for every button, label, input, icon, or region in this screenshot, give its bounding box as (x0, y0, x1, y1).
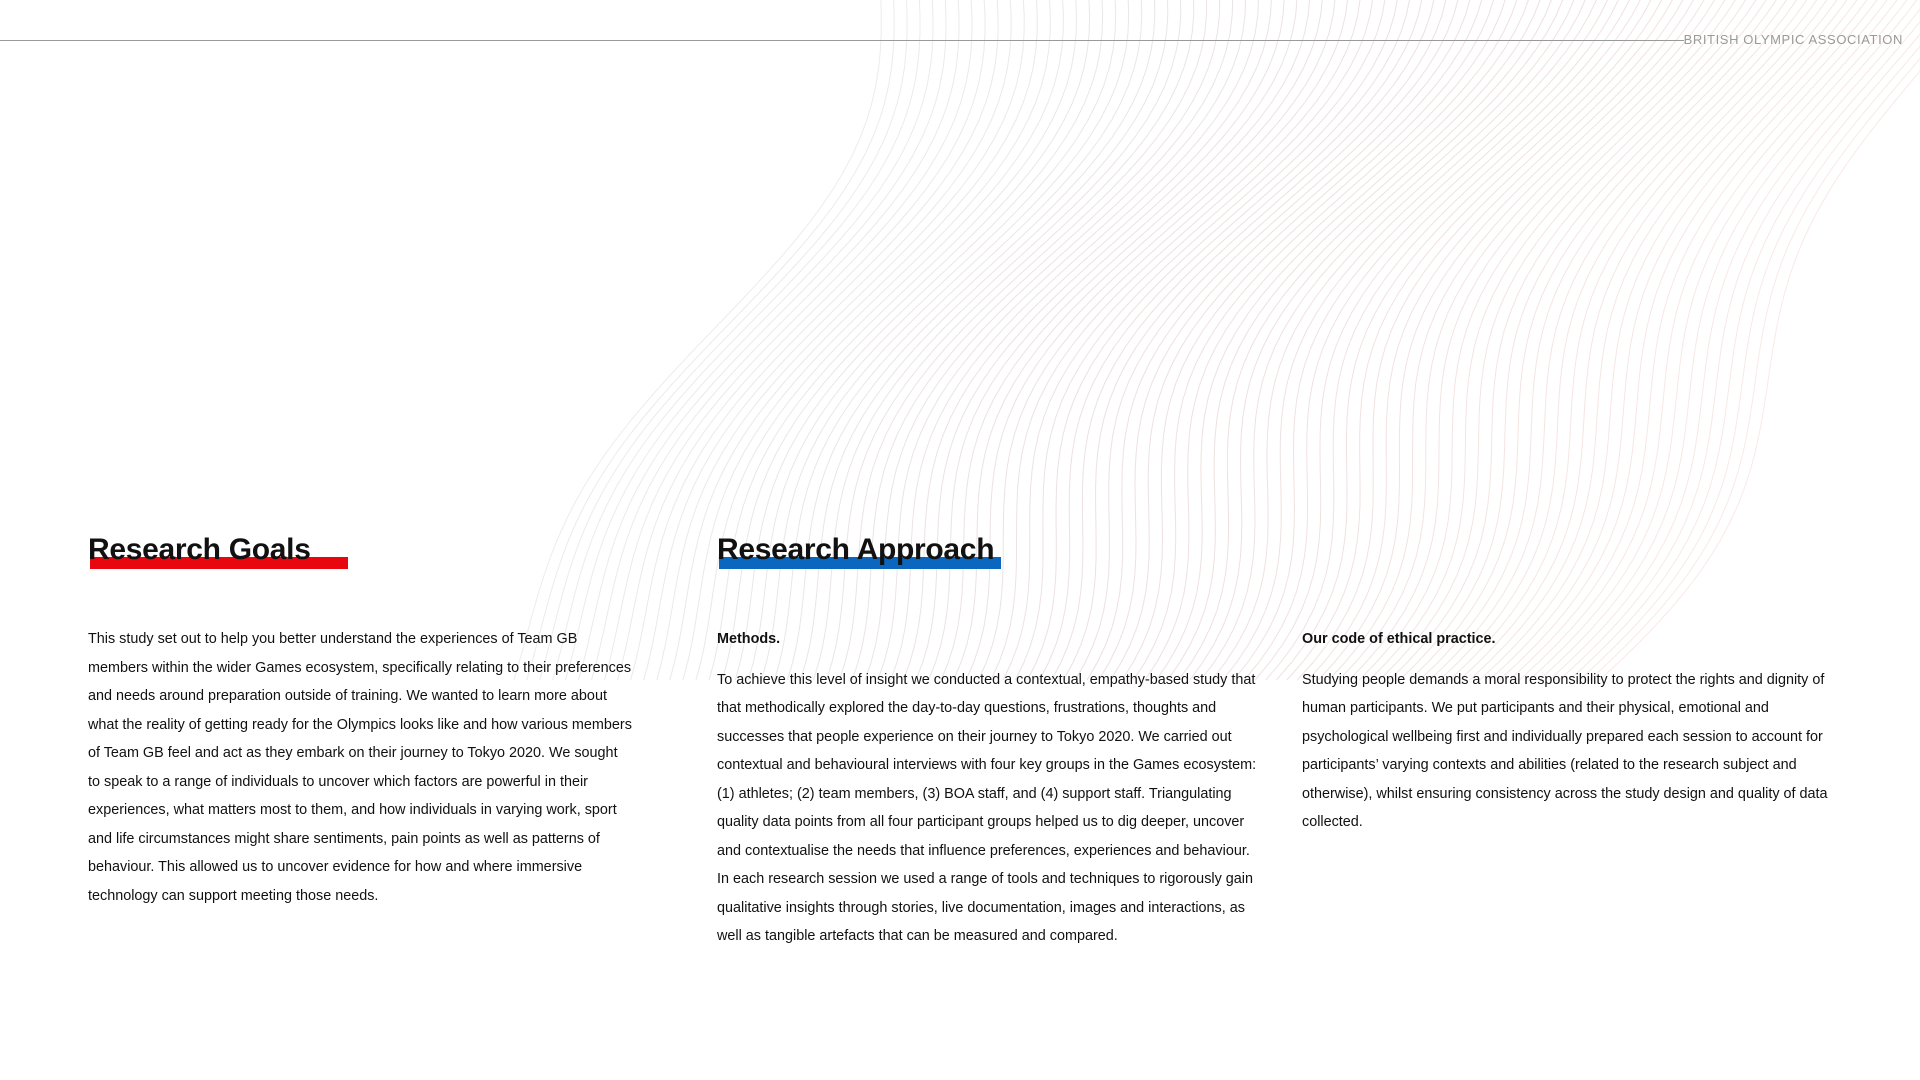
background-wave-line (1600, 0, 1920, 680)
background-wave-line (1234, 0, 1616, 680)
background-wave-line (1329, 0, 1715, 680)
background-wave-line (1223, 0, 1604, 680)
background-wave-line (1179, 0, 1558, 680)
background-wave-line (903, 0, 1271, 680)
background-wave-line (916, 0, 1284, 680)
background-wave-line (722, 0, 1089, 680)
background-wave-line (1470, 0, 1861, 680)
background-wave-line (514, 0, 881, 680)
background-wave-line (1003, 0, 1374, 680)
background-wave-line (1549, 0, 1920, 680)
background-wave-line (618, 0, 985, 680)
background-wave-line (1308, 0, 1693, 680)
background-wave-line (631, 0, 999, 680)
background-wave-line (696, 0, 1063, 680)
background-wave-line (1063, 0, 1436, 680)
background-wave-line (1201, 0, 1581, 680)
methods-body: To achieve this level of insight we conducted a contextual, empathy-based study that that methodically explored the day-to-day questions, frustrations, thoughts and successes that people experience on their journey to Tokyo 2020. We carried out contextual and behavioural interviews with four key groups in the Games ecosystem: (1) athletes; (2) team members, (3) BOA staff, and (4) support staff. Triangulating quality data points from all four participant groups helped us to dig deeper, uncover and contextualise the needs that influence preferences, experiences and behaviour. In each research session we used a range of tools and techniques to rigorously gain qualitative insights through stories, live documentation, images and interactions, as well as tangible artefacts that can be measured and compared. (717, 671, 1257, 944)
background-wave-line (1559, 0, 1920, 680)
background-wave-line (1266, 0, 1649, 680)
background-wave-line (1040, 0, 1412, 680)
background-wave-line (839, 0, 1206, 680)
background-wave-line (1420, 0, 1809, 680)
background-wave-line (1168, 0, 1546, 680)
background-wave-line (1110, 0, 1485, 680)
background-wave-line (1520, 0, 1911, 680)
background-wave-line (1287, 0, 1671, 680)
background-wave-line (605, 0, 973, 680)
background-wave-line (1318, 0, 1704, 680)
organization-name: BRITISH OLYMPIC ASSOCIATION (1683, 32, 1903, 47)
background-wave-line (1244, 0, 1626, 680)
background-wave-line (1500, 0, 1891, 680)
background-wave-line (540, 0, 907, 680)
background-wave-line (929, 0, 1298, 680)
research-approach-title: Research Approach (717, 533, 995, 566)
background-wave-line (826, 0, 1193, 680)
background-wave-line (657, 0, 1024, 680)
background-wave-line (1590, 0, 1920, 680)
background-wave-line (966, 0, 1335, 680)
background-wave-line (865, 0, 1233, 680)
background-wave-line (1027, 0, 1399, 680)
background-wave-line (761, 0, 1128, 680)
background-wave-line (813, 0, 1180, 680)
research-goals-column (88, 625, 633, 910)
background-wave-line (800, 0, 1167, 680)
background-wave-line (954, 0, 1323, 680)
background-wave-line (1156, 0, 1534, 680)
research-goals-heading (88, 530, 311, 570)
background-wave-line (1529, 0, 1920, 680)
background-wave-line (1580, 0, 1920, 680)
background-wave-line (735, 0, 1102, 680)
methods-subtitle: Methods. (717, 631, 781, 647)
background-wave-line (1276, 0, 1660, 680)
background-wave-line (1440, 0, 1830, 680)
ethics-body: Studying people demands a moral responsibility to protect the rights and dignity of human participants. We put participants and their physical, emotional and psychological wellbeing first and individually prepared each session to account for participants’ varying contexts and abilities (related to the research subject and otherwise), whilst ensuring consistency across the study design and quality of data collected. (1302, 671, 1828, 830)
background-wave-line (878, 0, 1246, 680)
background-wave-line (1539, 0, 1920, 680)
research-goals-body: This study set out to help you better understand the experiences of Team GB members within the wider Games ecosystem, specifically relating to their preferences and needs around preparation outside of training. We wanted to learn more about what the reality of getting ready for the Olympics looks like and how various members of Team GB feel and act as they embark on their journey to Tokyo 2020. We sought to speak to a range of individuals to uncover which factors are powerful in their experiences, what matters most to them, and how individuals in varying work, sport and life circumstances might share sentiments, pain points as well as patterns of behaviour. This allowed us to uncover evidence for how and where immersive technology can support meeting those needs. (88, 631, 632, 904)
background-wave-line (1480, 0, 1871, 680)
background-wave-line (1099, 0, 1474, 680)
background-wave-line (1460, 0, 1850, 680)
background-wave-line (1133, 0, 1510, 680)
background-wave-line (683, 0, 1050, 680)
background-wave-line (566, 0, 934, 680)
background-wave-line (670, 0, 1037, 680)
background-wave-line (527, 0, 894, 680)
background-wave-line (592, 0, 960, 680)
research-goals-title: Research Goals (88, 533, 311, 566)
ethics-column (1302, 625, 1847, 837)
background-wave-line (979, 0, 1349, 680)
research-approach-heading (717, 530, 994, 570)
background-wave-line (1370, 0, 1758, 680)
background-wave-line (748, 0, 1115, 680)
background-wave-line (1410, 0, 1799, 680)
background-wave-line (1339, 0, 1725, 680)
background-wave-line (1490, 0, 1881, 680)
background-wave-line (1122, 0, 1498, 680)
background-wave-line (1255, 0, 1638, 680)
background-wave-line (1400, 0, 1789, 680)
ethics-subtitle: Our code of ethical practice. (1302, 631, 1496, 647)
background-wave-line (1380, 0, 1768, 680)
background-wave-line (1145, 0, 1522, 680)
background-wave-line (1450, 0, 1840, 680)
background-wave-line (787, 0, 1154, 680)
background-wave-line (774, 0, 1141, 680)
background-wave-line (852, 0, 1219, 680)
background-wave-line (1075, 0, 1449, 680)
methods-column (717, 625, 1262, 951)
background-wave-line (1349, 0, 1736, 680)
background-wave-line (644, 0, 1011, 680)
background-wave-line (1015, 0, 1386, 680)
background-wave-line (709, 0, 1076, 680)
background-wave-line (1297, 0, 1682, 680)
background-wave-line (553, 0, 920, 680)
background-wave-line (1190, 0, 1569, 680)
background-wave-line (941, 0, 1310, 680)
background-wave-line (1087, 0, 1461, 680)
background-wave-line (1212, 0, 1592, 680)
background-wave-line (1430, 0, 1820, 680)
background-wave-line (891, 0, 1259, 680)
background-wave-line (1569, 0, 1920, 680)
background-wave-line (1052, 0, 1425, 680)
background-wave-line (1390, 0, 1778, 680)
background-wave-line (1359, 0, 1746, 680)
background-wave-line (579, 0, 947, 680)
header-rule (0, 40, 1684, 41)
background-wave-line (991, 0, 1361, 680)
background-wave-line (1510, 0, 1901, 680)
